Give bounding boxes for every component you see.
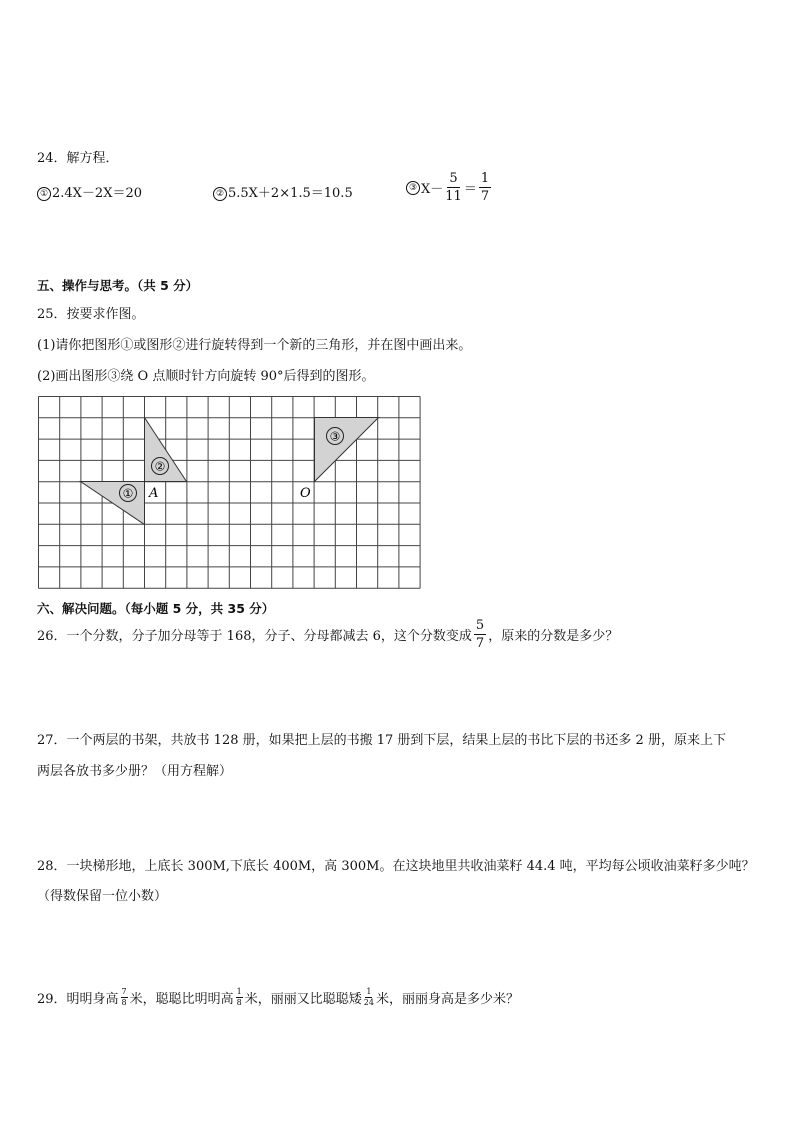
q26-text: 26．一个分数，分子加分母等于 168，分子、分母都减去 6，这个分数变成 xyxy=(37,629,472,644)
fraction-5-11 xyxy=(445,172,462,203)
q28-line-1: 28．一块梯形地，上底长 300M,下底长 400M，高 300M。在这块地里共收油菜籽 44.4 吨，平均每公顷收油菜籽多少吨？ xyxy=(37,859,755,874)
q26-text-end: ，原来的分数是多少？ xyxy=(488,629,619,644)
q29-text: 29．明明身高 xyxy=(37,992,119,1007)
equation-text: 2.4X－2X＝20 xyxy=(52,186,142,201)
shape-2-label: ② xyxy=(154,459,166,474)
circled-number-3: ③ xyxy=(406,181,420,195)
fraction-denominator: 8 xyxy=(121,998,127,1007)
fraction-5-7 xyxy=(474,619,486,650)
section-6-heading: 六、解决问题。（每小题 5 分，共 35 分） xyxy=(37,601,275,616)
fraction-denominator: 7 xyxy=(475,636,485,651)
fraction-numerator: 1 xyxy=(236,987,242,996)
fraction-denominator: 24 xyxy=(363,998,374,1007)
fraction-1-7 xyxy=(479,172,491,203)
equation-text: 5.5X＋2×1.5＝10.5 xyxy=(228,186,353,201)
q25-title: 25．按要求作图。 xyxy=(37,307,145,322)
fraction-numerator: 1 xyxy=(480,171,490,186)
q27-line-1: 27．一个两层的书架，共放书 128 册，如果把上层的书搬 17 册到下层，结果上层的书比下层的书还多 2 册，原来上下 xyxy=(37,733,726,748)
q24-equation-3 xyxy=(406,172,493,203)
circled-number-2: ② xyxy=(213,187,227,201)
shape-1-label: ① xyxy=(122,486,134,501)
q27-line-2: 两层各放书多少册？（用方程解） xyxy=(37,764,233,779)
q25-part-2: (2)画出图形③绕 O 点顺时针方向旋转 90°后得到的图形。 xyxy=(37,369,375,384)
fraction-numerator: 1 xyxy=(366,987,372,996)
circled-number-1: ① xyxy=(37,187,51,201)
q26 xyxy=(37,619,618,650)
q29-text: 米，丽丽身高是多少米？ xyxy=(375,992,519,1007)
section-5-heading: 五、操作与思考。（共 5 分） xyxy=(37,278,199,293)
point-o-label: O xyxy=(300,486,311,501)
point-a-label: A xyxy=(149,486,159,501)
triangle-shape-3 xyxy=(315,418,379,482)
fraction-numerator: 5 xyxy=(475,618,485,633)
q29 xyxy=(37,988,519,1007)
fraction-7-8 xyxy=(121,988,128,1007)
grid-svg xyxy=(38,394,424,590)
rotation-grid-figure xyxy=(38,394,424,590)
fraction-denominator: 7 xyxy=(480,189,490,204)
fraction-denominator: 11 xyxy=(445,189,462,204)
q28-line-2: （得数保留一位小数） xyxy=(37,889,168,904)
q29-text: 米，聪聪比明明高 xyxy=(129,992,234,1007)
fraction-numerator: 5 xyxy=(449,171,458,186)
fraction-1-8 xyxy=(236,988,243,1007)
fraction-1-24 xyxy=(364,988,374,1007)
equation-text: X－ xyxy=(421,182,444,197)
q24-equation-2 xyxy=(213,182,353,201)
q24-title: 24．解方程． xyxy=(37,151,119,166)
equals-sign: ＝ xyxy=(463,182,477,197)
shape-3-label: ③ xyxy=(329,429,341,444)
fraction-numerator: 7 xyxy=(121,987,127,996)
q29-text: 米，丽丽又比聪聪矮 xyxy=(244,992,362,1007)
q24-equation-1 xyxy=(37,182,142,201)
q25-part-1: (1)请你把图形①或图形②进行旋转得到一个新的三角形，并在图中画出来。 xyxy=(37,338,472,353)
fraction-denominator: 8 xyxy=(236,998,242,1007)
